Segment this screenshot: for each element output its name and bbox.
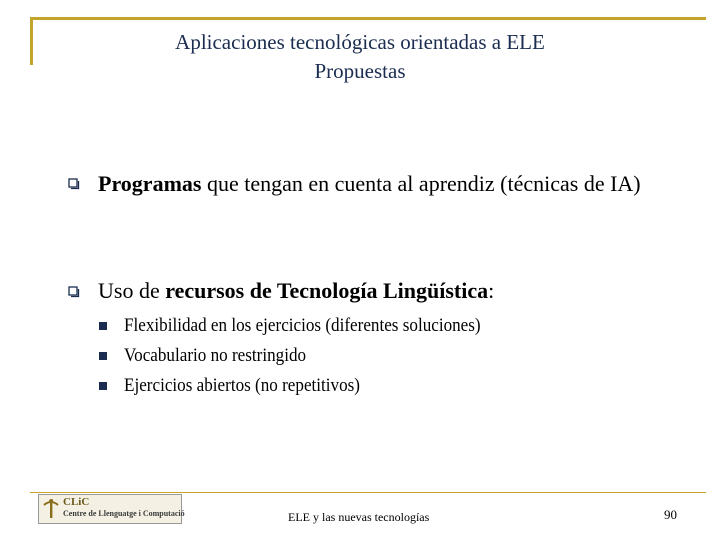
logo-name: CLiC (63, 496, 90, 508)
bullet-programas-rest: que tengan en cuenta al aprendiz (técnicas de IA) (201, 171, 641, 196)
footer-rule (30, 492, 706, 493)
frame-top-rule (30, 17, 706, 20)
bullet-programas (98, 168, 688, 199)
filled-square-bullet-icon (99, 352, 107, 360)
filled-square-bullet-icon (99, 382, 107, 390)
title-line-1: Aplicaciones tecnológicas orientadas a ELE (175, 30, 545, 54)
bullet-programas-bold: Programas (98, 171, 202, 196)
frame-left-rule (30, 17, 33, 65)
subitem-ejercicios: Ejercicios abiertos (no repetitivos) (124, 375, 360, 396)
hollow-square-bullet-icon (68, 286, 80, 298)
logo-subtitle: Centre de Llenguatge i Computació (63, 509, 185, 518)
hollow-square-bullet-icon (68, 178, 80, 190)
footer-center-text: ELE y las nuevas tecnologías (288, 510, 430, 524)
bullet-recursos-pre: Uso de (98, 278, 166, 303)
bullet-recursos-post: : (488, 278, 495, 303)
clic-logo (38, 494, 185, 524)
page-number: 90 (664, 507, 677, 522)
clic-logo-mark-icon (43, 498, 59, 520)
bullet-recursos (98, 275, 688, 306)
slide-title (60, 28, 660, 86)
filled-square-bullet-icon (99, 322, 107, 330)
title-line-2: Propuestas (314, 59, 406, 83)
bullet-recursos-bold: recursos de Tecnología Lingüística (165, 278, 489, 303)
subitem-vocabulario: Vocabulario no restringido (124, 345, 307, 366)
subitem-flexibilidad: Flexibilidad en los ejercicios (diferentes soluciones) (124, 315, 481, 336)
